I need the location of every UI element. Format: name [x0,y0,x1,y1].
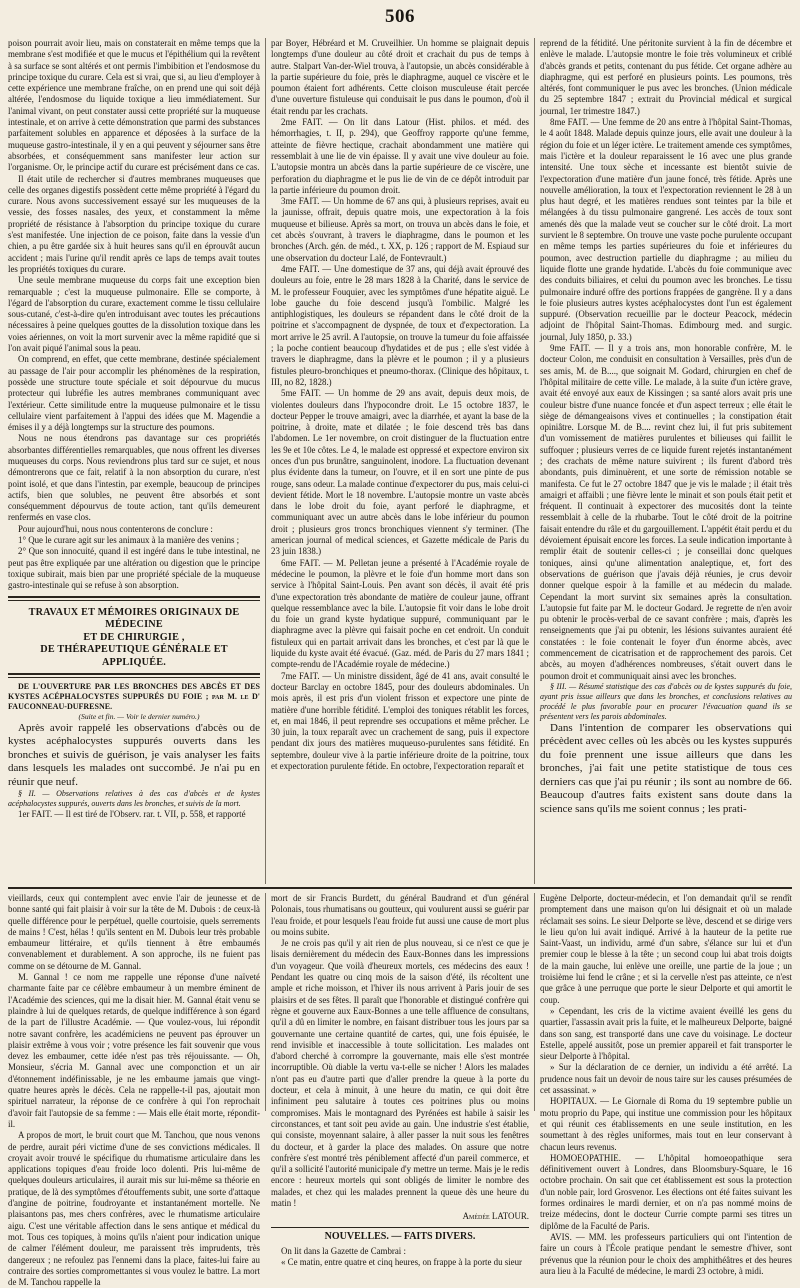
paragraph: poison pourrait avoir lieu, mais on constaterait en même temps que la membrane s'est modifiée et que le mucus et l'épithélium qui la revêtent à sa surface se sont altérés et ont permis l'imbibition et l'endosmose du principe toxique du curare. Cela est si vrai, que si, au lieu d'employer à cette expérience une membrane fraîche, on en prend une qui soit déjà altérée, l'endosmose du liquide toxique a lieu immédiatement. Sur l'animal vivant, on peut constater aussi cette propriété sur la muqueuse intestinale, et on arrive à cette démonstration que parmi des substances parfaitement solubles en apparence et déposées à la surface de la muqueuse gastro-intestinale, il y en a qui peuvent y séjourner sans être absorbées, et conséquemment sans manifester leur action sur l'organisme. Or, le principe actif du curare est précisément dans ce cas. [8,38,260,173]
column-divider [265,38,266,884]
section-rule [8,596,260,601]
column-divider [534,38,535,884]
paragraph: 1° Que le curare agit sur les animaux à la manière des venins ; [18,535,240,546]
column-divider [265,893,266,1111]
paragraph: 1er FAIT. — Il est tiré de l'Observ. rar. t. VII, p. 558, et rapporté [18,809,246,820]
paragraph: 7me FAIT. — Un ministre dissident, âgé de 41 ans, avait consulté le docteur Barclay en octobre 1845, pour des douleurs abdominales. Un mois après, il est pris d'un violent frisson et expectore une pinte de matière d'une horrible fétidité. L'emploi des toniques rétablit les forces, et, en mai 1846, il peut reprendre ses occupations et même prêcher. Le 30 juin, la toux reparaît avec un crachement de sang, puis il expectore pendant dix jours des matières muqueuso-purulentes sans fétidité. En septembre, douleur vive à la partie inférieure droite de la poitrine, toux et expectoration purulente fétide. En octobre, l'expectoration reparaît et [271,670,529,771]
article-lead: Dans l'intention de comparer les observations qui précèdent avec celles où les abcès ou les kystes suppurés du foie prennent une issue ailleurs que dans les bronches, j'ai fait une petite statistique de tous ces derniers cas que j'ai pu réunir ; ils sont au nombre de 66. Beaucoup d'autres faits existent sans doute dans la science sans qu'ils me soient connus ; les prati- [540,721,792,815]
section-note: § III. — Résumé statistique des cas d'abcès ou de kystes suppurés du foie, ayant pris issue ailleurs que dans les bronches, et conclusions relatives au procédé le plus favorable pour en procurer l'évacuation quand ils se présentent vers les parois abdominales. [540,681,792,721]
paragraph: On lit dans la Gazette de Cambrai : [281,1245,406,1256]
article-lead: Après avoir rappelé les observations d'abcès ou de kystes acéphalocystes suppurés ouverts dans les bronches et suivis de guérison, je vais analyser les faits dans lesquels les malades ont succombé. Je n'ai pu en réunir que neuf. [8,721,260,788]
section-title-line: TRAVAUX ET MÉMOIRES ORIGINAUX DE MÉDECINE [28,606,240,631]
paragraph: Eugène Delporte, docteur-médecin, et l'on demandait qu'il se rendît promptement dans une maison qu'on lui désignait et où un malade réclamait ses soins. Le sieur Delporte se lève, descend et se dirige vers le lieu qu'on lui avait indiqué. Arrivé à la hauteur de la petite rue Saint-Vaast, un individu, armé d'un sabre, s'élance sur lui et d'un premier coup le blesse à la tête ; un second coup lui abat trois doigts de la main gauche, lui enlève une oreille, une partie de la joue ; un troisième lui fend le crâne ; et si la cervelle n'est pas atteinte, ce n'est que grâce à une perruque que porte le sieur Delporte et qui amortit le coup. [540,893,792,1005]
section-title-line: DE THÉRAPEUTIQUE GÉNÉRALE ET APPLIQUÉE. [40,644,228,668]
paragraph: 6me FAIT. — M. Pelletan jeune a présenté à l'Académie royale de médecine le poumon, la plèvre et le foie d'un homme mort dans son service à l'hôpital Saint-Louis. Pen avant son décès, il avait été pris d'une expectoration très abondante de matière de couleur jaune, offrant quelque ressemblance avec la bile. L'autopsie fit voir dans le lobe droit du foie un grand kyste hydatique suppuré, communiquant par le diaphragme avec la plèvre qui faisait poche en cet endroit. Un conduit fistuleux qui en partait arrivait dans les bronches, et c'est par là que le liquide du kyste avait été évacué. (Gaz. méd. de Paris du 27 mars 1841 ; compte-rendu de l'Académie royale de médecine.) [271,557,529,670]
paragraph: Pour aujourd'hui, nous nous contenterons de conclure : [18,523,213,534]
paragraph: « Ce matin, entre quatre et cinq heures, on frappe à la porte du sieur [281,1257,523,1268]
section-title-line: ET DE CHIRURGIE , [83,631,185,643]
paragraph: » Cependant, les cris de la victime avaient éveillé les gens du quartier, l'assassin avait pris la fuite, et le malheureux Delporte, baigné dans son sang, est transporté dans une cave du voisinage. Le docteur Estelle, appelé aussitôt, pose un premier appareil et fait transporter le sieur Delporte à l'hôpital. [540,1005,792,1062]
paragraph: 4me FAIT. — Une domestique de 37 ans, qui déjà avait éprouvé des douleurs au foie, entre le 28 mars 1828 à la Charité, dans le service de M. le professeur Fouquier, avec les symptômes d'une hépatite aiguë. Le lobe gauche du foie descend jusqu'à l'ombilic. Malgré les antiphlogistiques, les douleurs se répandent dans le côté droit de la poitrine et s'accompagnent de dyspnée, de toux et d'expectoration. La mort arrive le 25 avril. A l'autopsie, on trouve la tumeur du foie affaissée ; la poche contient beaucoup d'hydatides et de pus ; elle s'est vidée à travers le diaphragme, dans la plèvre et le poumon ; il y a plusieurs fistules pleuro-bronchiques et pneumo-thorax. (Clinique des hôpitaux, t. III, no 82, 1828.) [271,263,529,387]
paragraph: 5me FAIT. — Un homme de 29 ans avait, depuis deux mois, de violentes douleurs dans l'hypocondre droit. Le 15 octobre 1837, le docteur Pepper le trouve amaigri, avec la diarrhée, et ayant la base de la poitrine, à droite, mate et dilatée ; le foie descend très bas dans l'abdomen. Le 1er novembre, on croit distinguer de la fluctuation entre les 9e et 10e côtes. Le 4, le malade est oppressé et expectore environ six onces d'un pus brunâtre, sanguinolent, inodore. La fluctuation devenant plus évidente dans la tumeur, on l'ouvre, et il en sort une pinte de pus rouge, sans odeur. La malade continue d'expectorer du pus, mais celui-ci devient fétide. Mort le 18 novembre. L'autopsie montre un vaste abcès dans le lobe droit du foie, ayant perforé le diaphragme, et communiquant avec un autre abcès dans le lobe inférieur du poumon droit ; plusieurs gros troncs bronchiques viennent s'y terminer. (The american journal of medical sciences, et Gazette médicale de Paris du 23 juin 1838.) [271,388,529,557]
article-continuation: (Suite et fin. — Voir le dernier numéro.) [78,712,200,722]
paragraph: reprend de la fétidité. Une péritonite survient à la fin de décembre et enlève le malade. L'autopsie montre le foie très volumineux et criblé d'abcès grands et petits, contenant du pus fétide. Cet organe adhère au diaphragme, qui est perforé en plusieurs points. Les poumons, très altérés, font communiquer le pus avec les bronches. (Union médicale du 25 septembre 1847 ; extrait du Provincial médical et surgical journal, 1er trimestre 1847.) [540,38,792,116]
paragraph: 3me FAIT. — Un homme de 67 ans qui, à plusieurs reprises, avait eu la jaunisse, offrait, depuis quatre mois, une expectoration à la fois muqueuse et bilieuse. Après sa mort, on trouva un abcès dans le foie, et cet abcès s'ouvrant, à travers le diaphragme, dans le poumon et les bronches (Arch. gén. de méd., t. XX, p. 126 ; rapport de M. Espiaud sur une observation du docteur Lalé, de Fontevrault.) [271,196,529,263]
paragraph: A propos de mort, le bruit court que M. Tanchou, que nous venons de perdre, aurait péri victime d'une de ses convictions médicales. Il croyait avoir trouvé le spécifique du rhumatisme articulaire dans les applications topiques d'eau froide loco dolenti. Pris lui-même de quelques douleurs articulaires, il aurait mis sur lui-même sa théorie en pratique, de là des symptômes d'étouffements subit, une sorte d'attaque d'angine de poitrine, foudroyante et instantanément mortelle. Ne plaisantons pas, mes chers confrères, avec le rhumatisme articulaire aigu. C'est une véritable affection dans le sens antique et médical du mot. Tous ces topiques, à moins qu'ils n'aient pour indication unique de calmer l'élément douleur, me paraissent très imprudents, très dangereux ; ne refoulez pas l'ennemi dans la place, faites-lui faire au contraire des sorties compromettantes si vous voulez le battre. La mort de M. Tanchou rappelle la [8,1130,260,1288]
paragraph: M. Gannal ! ce nom me rappelle une réponse d'une naïveté charmante faite par ce célèbre embaumeur à un membre éminent de l'Académie des sciences, qui me la disait hier. M. Gannal était venu se plaindre à lui de quelques retards, de quelque indifférence à son égard de la part de l'illustre Académie. — Que voulez-vous, lui répondit notre savant confrère, les académiciens ne peuvent pas éprouver un plaisir extrême à vous voir ; votre présence les fait souvenir que vous devez les embaumer, cette idée n'est pas très réjouissante. — Oh, Monsieur, s'écria M. Gannal avec une componction et un air d'étonnement indéfinissable, je ne les embaume jamais que vingt-quatre heures après le décès. Cela ne rappelle-t-il pas, ajoutait mon spirituel narrateur, la réponse de ce confrère à qui l'on reprochait d'avoir fait l'autopsie de sa femme : — Mais elle était morte, répondit-il. [8,972,260,1129]
paragraph: Il était utile de rechercher si d'autres membranes muqueuses que celle des organes digestifs possèdent cette même propriété à l'égard du curare. Nous avons successivement essayé sur les muqueuses de la vessie, des fosses nasales, des yeux, et constamment la même propriété de résistance à l'absorption du principe toxique du curare s'est manifestée. Une injection de ce poison, faite dans la vessie d'un chien, a pu être gardée six à huit heures sans qu'il en éprouvât aucun accident ; mais l'urine qu'il rendit après ce laps de temps avait toutes les propriétés toxiques du curare. [8,173,260,274]
paragraph: 9me FAIT. — Il y a trois ans, mon honorable confrère, M. le docteur Colon, me conduisit en consultation à Versailles, près d'un de ses amis, M. de B...., que soignait M. Godard, chirurgien en chef de l'hôpital militaire de cette ville. Le malade, à la suite d'un ictère grave, avait été envoyé aux eaux de Kissingen ; sa santé alors avait pris une couleur bistre d'une nuance foncée et d'un aspect terreux ; elle était le siège de démangeaisons vives et continuelles ; la constipation était opiniâtre. Lorsque M. de B.... revint chez lui, il fut pris subitement d'un vomissement de matières purulentes et bilieuses qui faillit le suffoquer ; plusieurs verres de ce liquide furent rejetés instantanément ; des crachats de même nature suivirent ; ils furent d'abord très abondants, puis diminuèrent, et une sorte de rémission notable se manifesta. Ce fut le 27 octobre 1847 que je vis le malade ; il était très amaigri et affaibli ; une fièvre lente le minait et son pouls était petit et fréquent. Il continuait à expectorer des mucosités dont la teinte ressemblait à celle de la rhubarbe. Tout le côté droit de la poitrine faisait entendre du râle et du gargouillement. L'appétit était perdu et du dévoiement épuisait encore les forces. La seule indication importante à remplir était de soutenir celles-ci ; je conseillai donc quelques toniques, ainsi qu'une alimentation analeptique, et, fort des observations de guérison que j'avais déjà réunies, je crus devoir donner quelque espoir à la famille et au médecin du malade. Cependant la mort survint six semaines après la consultation. L'autopsie fut faite par M. le docteur Godard. Je regrette de n'en avoir pu obtenir le procès-verbal de ce savant confrère ; mais, d'après les renseignements que j'ai pu obtenir, les lésions suivantes auraient été constatées : le foie contenait le foyer d'un énorme abcès, avec commencement de cicatrisation et de rapprochement des parois. Cet abcès, au moyen d'adhérences nombreuses, s'était ouvert dans le poumon droit et communiquait ainsi avec les bronches. [540,343,792,681]
paragraph: » Sur la déclaration de ce dernier, un individu a été arrêté. La prudence nous fait un devoir de nous taire sur les causes présumées de cet assassinat. » [540,1062,792,1096]
paragraph: 2° Que son innocuité, quand il est ingéré dans le tube intestinal, ne peut pas être expliquée par une altération ou digestion que le principe toxique subirait, mais bien par une propriété spéciale de la muqueuse gastro-intestinale qui se refuse à son absorption. [8,546,260,591]
top-column-1 [8,38,260,888]
bottom-column-2 [271,893,529,1268]
paragraph: On comprend, en effet, que cette membrane, destinée spécialement au passage de l'air pour accomplir les phénomènes de la respiration, possède une structure toute spéciale et soit dépourvue du mucus protecteur qui lubréfie les autres membranes communiquant avec l'extérieur. Cette similitude entre la muqueuse pulmonaire et le tissu cellulaire vient parfaitement à l'appui des idées que M. Magendie a émises il y a déjà longtemps sur la structure des poumons. [8,354,260,433]
article-title: DE L'OUVERTURE PAR LES BRONCHES DES ABCÈS ET DES KYSTES ACÉPHALOCYSTES SUPPURÉS DU FOIE ; par M. le D' FAUCONNEAU-DUFRESNE. [8,682,260,712]
column-divider [534,893,535,1111]
paragraph: vieillards, ceux qui contemplent avec envie l'air de jeunesse et de bonne santé qui fait plaisir à voir sur la tête de M. Dubois : de ceux-là quelle différence pour le perpétuel, quelle courtoisie, quels serrements de mains ! C'est, hélas ! qu'ils sentent en M. Dubois leur très probable embaumeur littéraire, et qu'ils tiennent à être embaumés convenablement et durablement. A son approche, ils ne fuient pas comme on se détourne de M. Gannal. [8,893,260,971]
paragraph: 2me FAIT. — On lit dans Latour (Hist. philos. et méd. des hémorrhagies, t. II, p. 294), que Geoffroy rapporte qu'une femme, atteinte de fièvre hectique, crachait abondamment une matière qui ressemblait à une lie de vin épaisse. Il y avait une vive douleur au foie. L'autopsie montra un abcès dans la partie supérieure de ce viscère, une perforation du diaphragme et le pus lie de vin de ce dépôt introduit par la partie inférieure du poumon droit. [271,117,529,195]
paragraph: par Boyer, Hébréard et M. Cruveilhier. Un homme se plaignait depuis longtemps d'une douleur au côté droit et crachait du pus de temps à autre. Stalpart Van-der-Wiel trouva, à l'autopsie, un abcès considérable à la partie supérieure du foie, près le diaphragme, auquel ce viscère et le poumon étaient fort adhérents. Cette cloison musculeuse était percée d'une ouverture fistuleuse qui conduisait le pus dans le poumon, d'où il était rendu par les crachats. [271,38,529,116]
section-rule [8,673,260,678]
signature: Amédée LATOUR. [462,1211,529,1222]
section-title [8,607,260,670]
bottom-column-1 [8,893,260,1288]
paragraph: Je ne crois pas qu'il y ait rien de plus nouveau, si ce n'est ce que je lisais dernièrement du médecin des Eaux-Bonnes dans les impressions d'un voyageur. Que voilà d'heureux mortels, ces médecins des eaux ! Pendant les quatre ou cinq mois de la saison d'été, ils récoltent une ample et riche moisson, et l'hiver ils nous arrivent à Paris jouir de ses plaisirs et de ses fêtes. Il paraît que l'honorable et distingué confrère qui règne et gouverne aux Eaux-Bonnes a une telle affluence de consultans, qu'il a dû en limiter le nombre, en faisant distribuer tous les jours par sa gouvernante une certaine quantité de cartes, qui, une fois épuisée, le rend invisible et inaccessible à toute sollicitation. Les malades ont d'abord cherché à corrompre la gouvernante, mais elle s'est montrée incorruptible. Où diable la vertu va-t-elle se nicher ! Alors les malades n'ont pas eu d'autre parti que d'aller prendre la queue à la porte du docteur, et cela à minuit, à une heure du matin, ce qui doit être infiniment peu salutaire à toutes ces poitrines plus ou moins compromises. Mais le montagnard des Pyrénées est habile à saisir les circonstances, et tant soit peu avide au gain. Une industrie s'est établie, qui consiste, moyennant salaire, à aller passer la nuit sous les fenêtres du docteur, et à garder la place des malades. On assure que notre confrère s'est montré très péniblement affecté d'un pareil commerce, et qu'il a sollicité l'autorité municipale d'y mettre un terme. Mais je le redis encore : heureux mortels qui sont obligés de limiter le nombre des malades, et chez qui les malades prennent la queue dès une heure du matin ! [271,938,529,1209]
news-section-title: NOUVELLES. — FAITS DIVERS. [271,1227,529,1242]
paragraph: HOPITAUX. — Le Giornale di Roma du 19 septembre publie un motu proprio du Pape, qui institue une commission pour les hôpitaux et qui réunit ces établissements en une seule institution, en les soumettant à des règles uniformes, mais tout en leur conservant à chacun leurs revenus. [540,1096,792,1152]
bottom-column-3 [540,893,792,1276]
paragraph: AVIS. — MM. les professeurs particuliers qui ont l'intention de faire un cours à l'École pratique pendant le semestre d'hiver, sont prévenus que la réunion pour le choix des amphithéâtres et des heures aura lieu à la Faculté de médecine, le mardi 23 octobre, à midi. [540,1231,792,1276]
paragraph: Nous ne nous étendrons pas davantage sur ces propriétés absorbantes différentielles remarquables, que nous offrent les diverses muqueuses du corps. Nous reviendrons plus tard sur ce sujet, et nous démontrerons que ce fait, relatif à la non absorption du curare, n'est point isolé, et que dans l'intestin, par exemple, beaucoup de principes actifs, bien que solubles, ne peuvent être absorbés et sont conséquemment dépourvus de toute action, tant qu'ils demeurent renfermés en vase clos. [8,433,260,523]
page-number: 506 [385,6,415,27]
top-column-3 [540,38,792,888]
section-note: § II. — Observations relatives à des cas d'abcès et de kystes acéphalocystes suppurés, ouverts dans les bronches, et suivis de la mort. [8,789,260,809]
paragraph: HOMOEOPATHIE. — L'hôpital homoeopathique sera définitivement ouvert à Londres, dans Bloomsbury-Square, le 16 octobre prochain. On sait que cet établissement est sous la protection d'un noble pair, lord Grosvenor. Les élections ont été faites suivant les formes ordinaires le mardi dernier, et on n'a pas nommé moins de treize médecins, dont le docteur Currie compte parmi ses titres un diplôme de la Faculté de Paris. [540,1152,792,1231]
top-column-2 [271,38,529,888]
paragraph: mort de sir Francis Burdett, du général Baudrand et d'un général Polonais, tous rhumatisans ou goutteux, qui voulurent aussi se guérir par l'eau froide, et pour lesquels l'eau froide fut aussi une cause de mort plus ou moins subite. [271,893,529,937]
paragraph: 8me FAIT. — Une femme de 20 ans entre à l'hôpital Saint-Thomas, le 4 août 1848. Malade depuis quinze jours, elle avait une douleur à la région du foie et un léger ictère. Le traitement amende ces symptômes, mais l'ictère et la douleur reparaissent le 16 avec une plus grande intensité. Une toux sèche et incessante est bientôt suivie de l'expectoration d'une matière d'un jaune foncé, très fétide. Après une nouvelle amélioration, la toux et l'expectoration reviennent le 28 à un plus haut degré, et les matières rendues sont teintes par la bile et mélangées à du tissu pulmonaire gangrené. Les accès de toux sont amenés dès que la malade veut se coucher sur le côté droit. La mort survient le 8 septembre. On trouve une vaste poche purulente occupant en même temps les parties supérieures du foie et inférieures du poumon, avec destruction partielle du diaphragme ; au milieu du liquide flotte une grande hydatide. L'abcès du foie communique avec des conduits biliaires, et celui du poumon avec les bronches. Le tissu pulmonaire induré offre des portions frappées de gangrène. Il y a dans le foie plusieurs autres kystes acéphalocystes dont l'un est également suppuré. (Observation recueillie par le docteur Peacock, médecin adjoint de l'hôpital Saint-Thomas. Edimbourg med. and surgic. journal, July 1850, p. 33.) [540,117,792,342]
paragraph: Une seule membrane muqueuse du corps fait une exception bien remarquable ; c'est la muqueuse pulmonaire. Elle se comporte, à l'égard de l'absorption du curare, exactement comme le tissu cellulaire sous-cutané, c'est-à-dire qu'en introduisant avec toutes les précautions nécessaires à peine quelques gouttes de la dissolution toxique dans les voies aériennes, on voit la mort survenir avec la même rapidité que si l'on avait piqué l'animal sous la peau. [8,275,260,354]
